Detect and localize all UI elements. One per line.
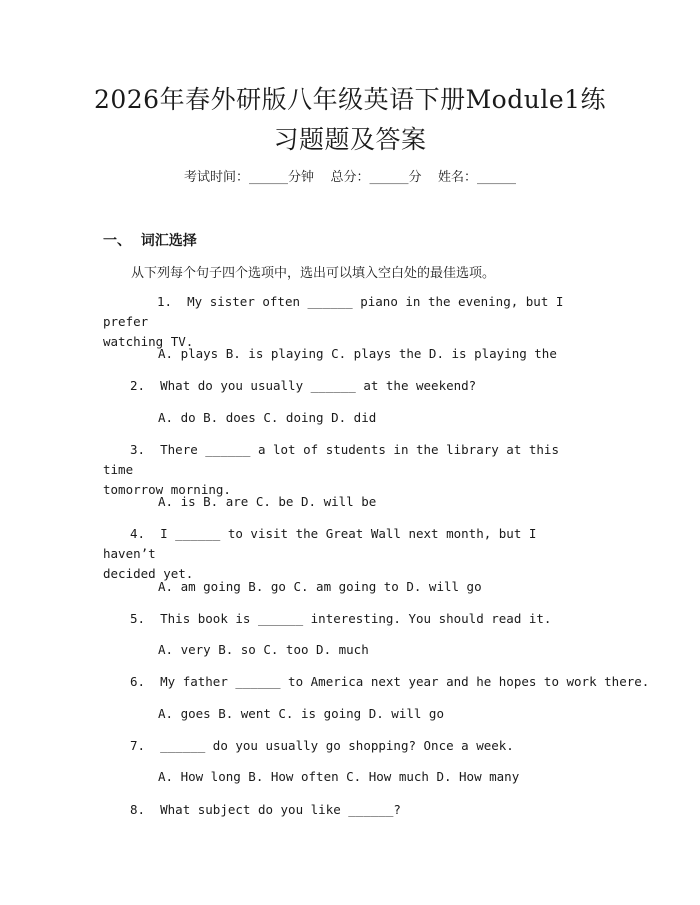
question-number: 6.	[130, 674, 146, 689]
question-text: What do you usually ______ at the weekend?	[160, 378, 477, 393]
question-item	[103, 292, 573, 352]
question-number: 7.	[130, 738, 146, 753]
question-text: I ______ to visit the Great Wall next month, but I haven’t	[103, 526, 537, 561]
question-options: A. do B. does C. doing D. did	[158, 410, 377, 425]
question-options: A. is B. are C. be D. will be	[158, 494, 377, 509]
question-item	[103, 672, 650, 692]
question-text-continued: tomorrow morning.	[103, 482, 231, 497]
question-options: A. How long B. How often C. How much D. How many	[158, 769, 520, 784]
question-text: My father ______ to America next year and he hopes to work there.	[160, 674, 650, 689]
section-instruction: 从下列每个句子四个选项中，选出可以填入空白处的最佳选项。	[131, 266, 496, 281]
question-number: 2.	[130, 378, 146, 393]
exam-info-line: 考试时间：______分钟 总分：______分 姓名：______	[183, 170, 517, 185]
question-text: My sister often ______ piano in the evening, but I prefer	[103, 294, 564, 329]
question-options: A. very B. so C. too D. much	[158, 642, 369, 657]
question-number: 8.	[130, 802, 146, 817]
question-text: This book is ______ interesting. You should read it.	[160, 611, 552, 626]
question-item	[103, 736, 573, 756]
question-options: A. goes B. went C. is going D. will go	[158, 706, 444, 721]
question-text: There ______ a lot of students in the library at this time	[103, 442, 559, 477]
question-number: 3.	[130, 442, 146, 457]
question-text-continued: decided yet.	[103, 566, 194, 581]
question-text: What subject do you like ______?	[160, 802, 401, 817]
document-title-line-1: 2026年春外研版八年级英语下册Module1练	[93, 85, 607, 114]
question-item	[103, 440, 573, 500]
question-options: A. plays B. is playing C. plays the D. is playing the	[158, 346, 557, 361]
question-item	[103, 800, 573, 820]
question-number: 5.	[130, 611, 146, 626]
question-item	[103, 609, 573, 629]
section-heading: 一、 词汇选择	[103, 233, 197, 249]
question-text: ______ do you usually go shopping? Once a week.	[160, 738, 514, 753]
document-title-line-2: 习题题及答案	[273, 125, 427, 154]
question-options: A. am going B. go C. am going to D. will go	[158, 579, 482, 594]
question-text-continued: watching TV.	[103, 334, 194, 349]
question-number: 1.	[157, 294, 173, 309]
question-item	[103, 376, 573, 396]
question-number: 4.	[130, 526, 146, 541]
question-item	[103, 524, 573, 584]
